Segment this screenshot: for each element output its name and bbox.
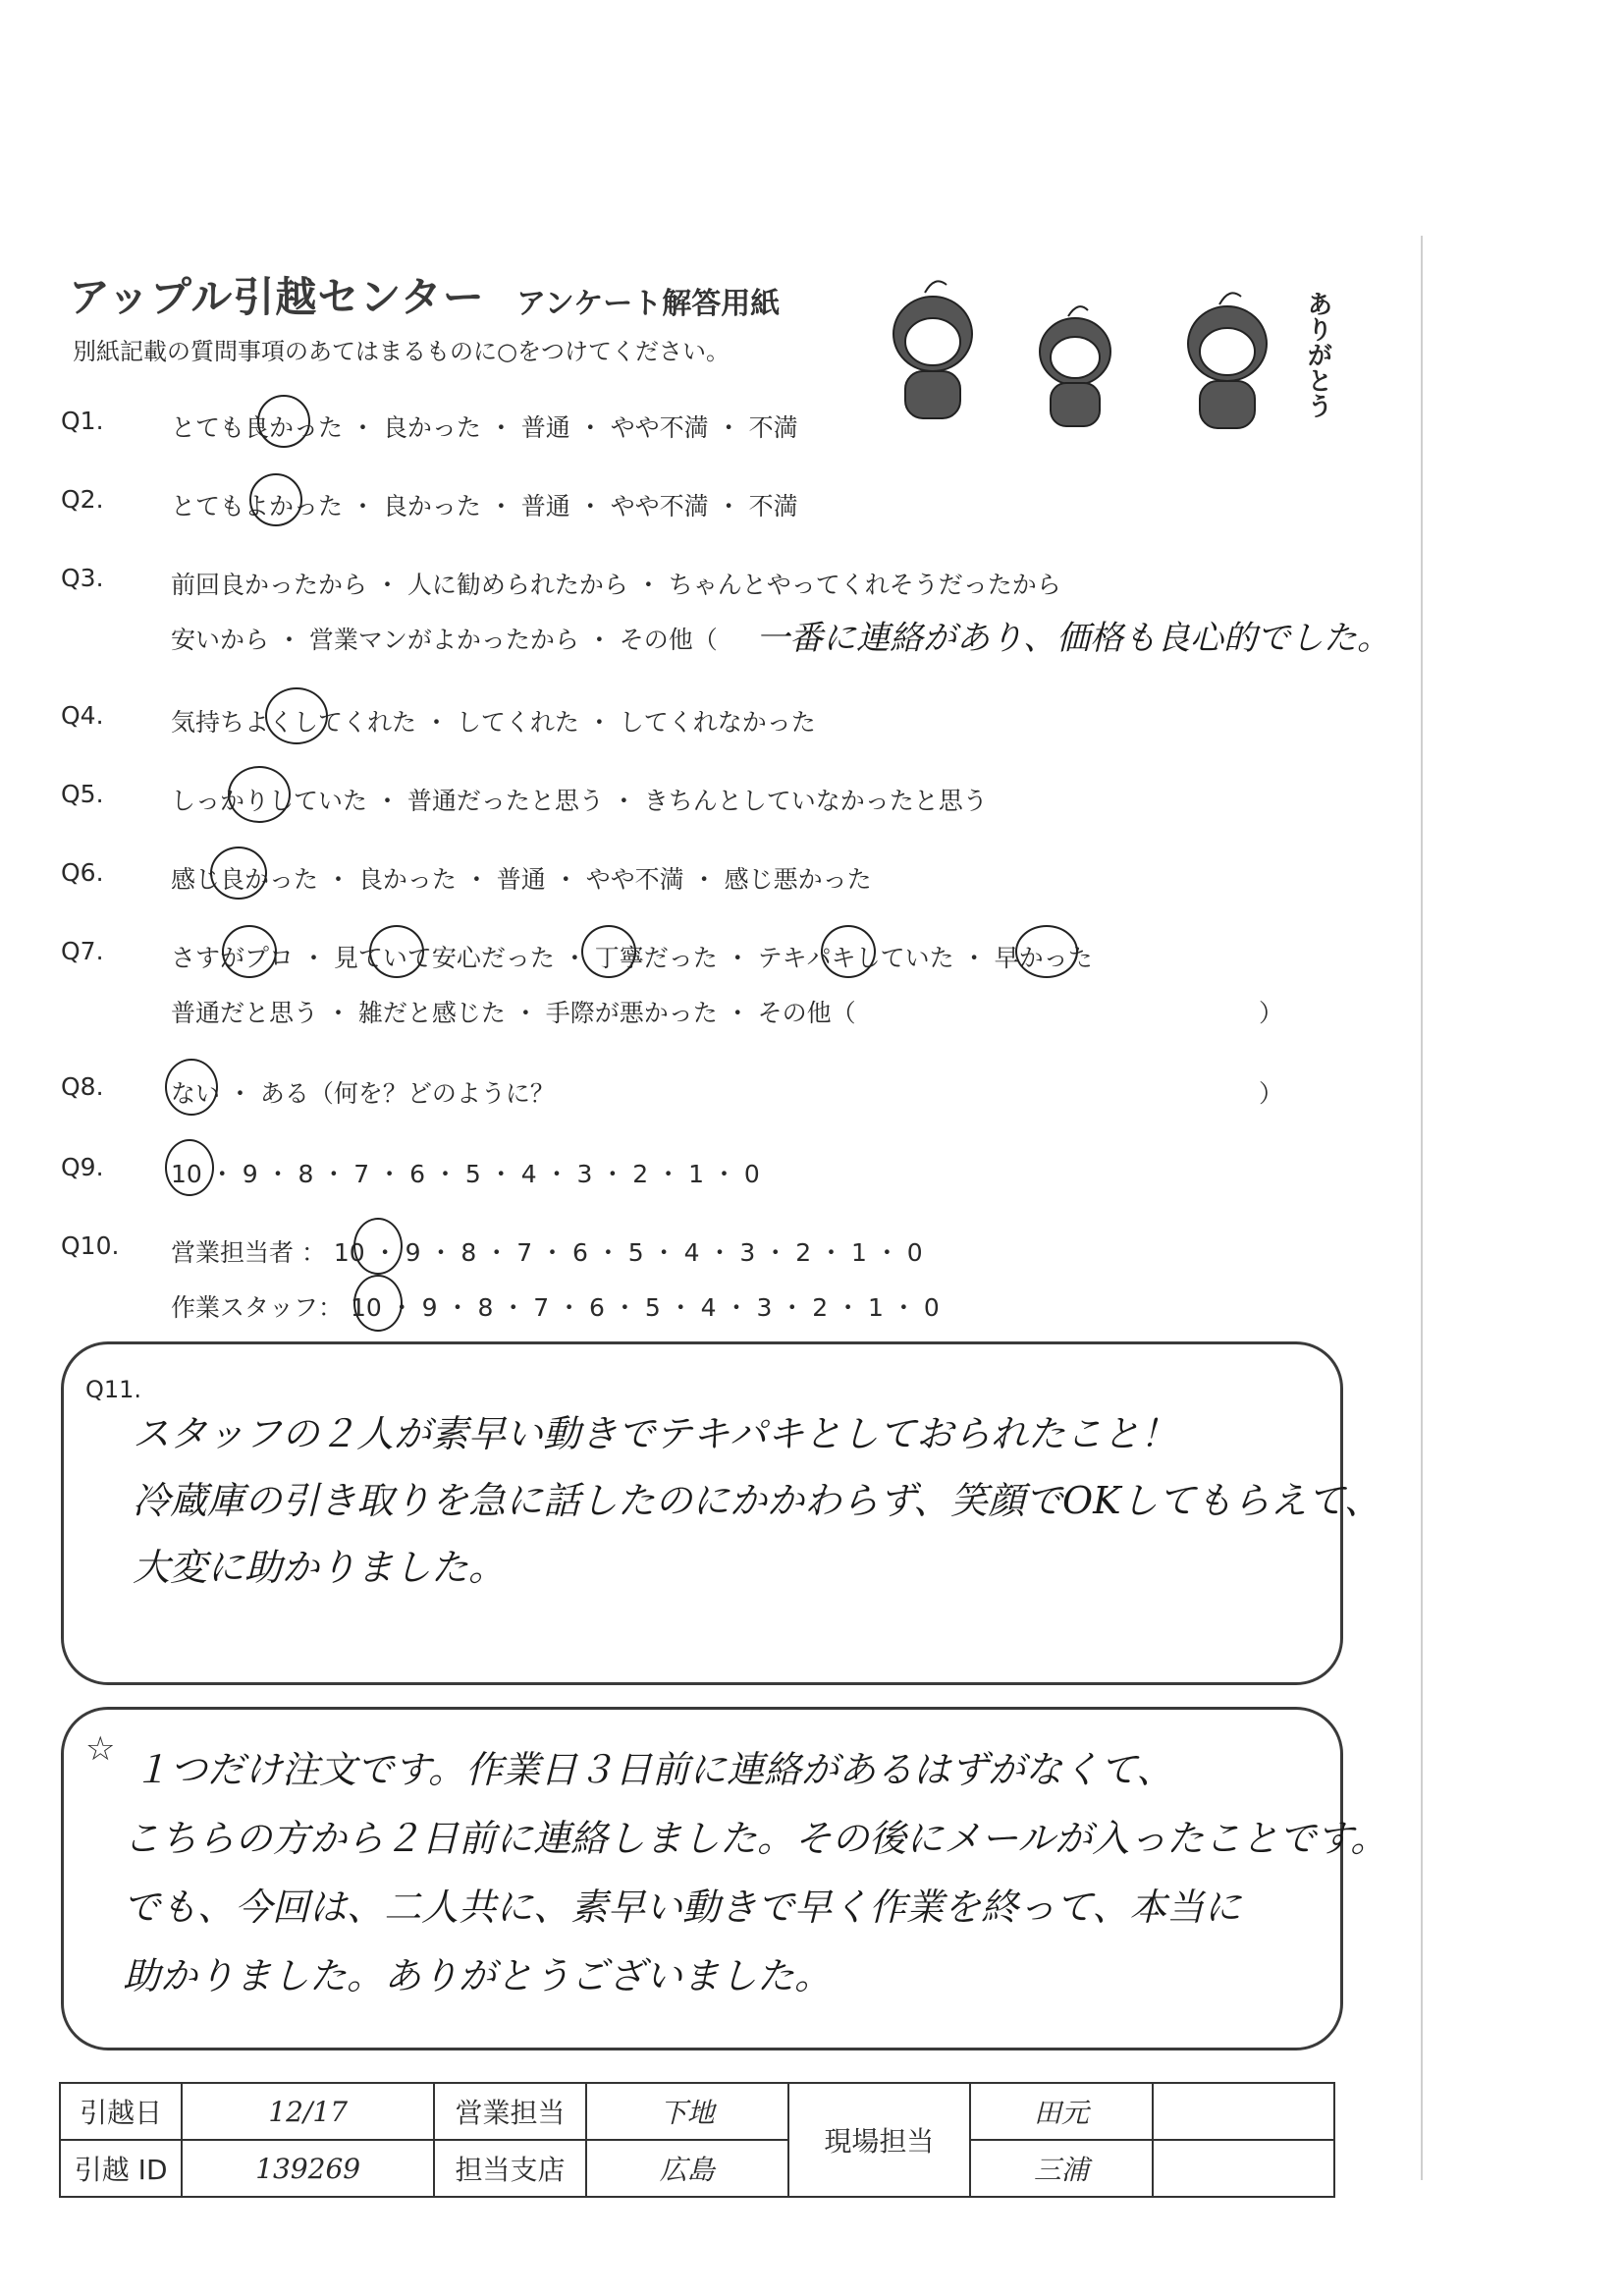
q10-number: Q10.: [61, 1231, 120, 1260]
site-rep-extra-1: [1153, 2083, 1334, 2140]
site-rep-extra-2: [1153, 2140, 1334, 2197]
q7-options-line1[interactable]: さすがプロ ・ 見ていて安心だった ・ 丁寧だった ・ テキパキしていた ・ 早かった: [171, 944, 1093, 972]
move-id-value: 139269: [182, 2140, 434, 2197]
branch-value: 広島: [586, 2140, 788, 2197]
q10-sales-answer-circle: [353, 1218, 403, 1275]
q4-answer-circle: [265, 687, 328, 744]
q7-answer-circle-3: [581, 925, 636, 978]
site-rep-1: 田元: [970, 2083, 1152, 2140]
q9-scale[interactable]: 10 ・ 9 ・ 8 ・ 7 ・ 6 ・ 5 ・ 4 ・ 3 ・ 2 ・ 1 ・ 0: [171, 1160, 760, 1188]
footer-info-table: [59, 2082, 1335, 2198]
q7-other-close-paren: ）: [1259, 999, 1284, 1027]
q5-number: Q5.: [61, 780, 104, 808]
q1-number: Q1.: [61, 407, 104, 435]
q6-options[interactable]: 感じ良かった ・ 良かった ・ 普通 ・ やや不満 ・ 感じ悪かった: [171, 865, 872, 894]
q11-comment-line-1: スタッフの２人が素早い動きでテキパキとしておられたこと！: [133, 1412, 1178, 1455]
q8-number: Q8.: [61, 1072, 104, 1101]
q3-number: Q3.: [61, 564, 104, 592]
q1-options[interactable]: とても良かった ・ 良かった ・ 普通 ・ やや不満 ・ 不満: [171, 413, 798, 442]
q4-number: Q4.: [61, 701, 104, 730]
brand-title: アップル引越センター: [69, 273, 485, 321]
branch-label: 担当支店: [434, 2140, 586, 2197]
q9-answer-circle: [165, 1139, 214, 1196]
move-date-value: 12/17: [182, 2083, 434, 2140]
q3-other-handwritten: 一番に連絡があり、価格も良心的でした。: [756, 619, 1390, 658]
q1-answer-circle: [257, 395, 310, 448]
sales-rep-label: 営業担当: [434, 2083, 586, 2140]
q10-sales-scale[interactable]: 営業担当者 ： 10 ・ 9 ・ 8 ・ 7 ・ 6 ・ 5 ・ 4 ・ 3 ・ 2 ・ 1 ・ 0: [171, 1238, 923, 1267]
q11-comment-line-2: 冷蔵庫の引き取りを急に話したのにかかわらず、笑顔でOKしてもらえて、: [133, 1479, 1381, 1522]
site-rep-2: 三浦: [970, 2140, 1152, 2197]
q5-options[interactable]: しっかりしていた ・ 普通だったと思う ・ きちんとしていなかったと思う: [171, 787, 988, 815]
q6-number: Q6.: [61, 858, 104, 887]
q7-answer-circle-4: [821, 925, 876, 978]
instruction-text: 別紙記載の質問事項のあてはまるものに○をつけてください。: [73, 338, 730, 365]
q6-answer-circle: [210, 847, 267, 900]
q2-answer-circle: [249, 473, 302, 526]
q7-answer-circle-5: [1015, 925, 1078, 978]
q9-number: Q9.: [61, 1153, 104, 1181]
q2-number: Q2.: [61, 485, 104, 514]
q11-comment-line-3: 大変に助かりました。: [133, 1546, 507, 1589]
note-comment-box: [61, 1707, 1388, 2050]
sales-rep-value: 下地: [586, 2083, 788, 2140]
star-icon: ☆: [85, 1729, 116, 1769]
q7-answer-circle-1: [222, 925, 277, 978]
q11-label: Q11.: [85, 1376, 142, 1403]
mascot-caption: ありがとう: [1303, 291, 1332, 418]
q7-answer-circle-2: [369, 925, 424, 978]
q3-options-line2[interactable]: 安いから ・ 営業マンがよかったから ・ その他（: [171, 626, 718, 654]
q10-staff-scale[interactable]: 作業スタッフ： 10 ・ 9 ・ 8 ・ 7 ・ 6 ・ 5 ・ 4 ・ 3 ・ 2 ・ 1 ・ 0: [171, 1293, 940, 1322]
q11-comment-box: [61, 1341, 1381, 1685]
note-line-3: でも、今回は、二人共に、素早い動きで早く作業を終って、本当に: [123, 1886, 1242, 1929]
q8-answer-circle: [165, 1059, 218, 1116]
q2-options[interactable]: とてもよかった ・ 良かった ・ 普通 ・ やや不満 ・ 不満: [171, 492, 798, 520]
move-date-label: 引越日: [60, 2083, 182, 2140]
q5-answer-circle: [228, 766, 291, 823]
q7-number: Q7.: [61, 937, 104, 965]
note-line-2: こちらの方から２日前に連絡しました。その後にメールが入ったことです。: [123, 1817, 1388, 1860]
q8-close-paren: ）: [1259, 1079, 1284, 1108]
form-subtitle: アンケート解答用紙: [516, 287, 781, 321]
q8-options[interactable]: ない ・ ある（何を？どのように？: [171, 1079, 555, 1108]
page-edge: [1421, 236, 1423, 2180]
q10-staff-answer-circle: [353, 1275, 403, 1332]
q3-options-line1[interactable]: 前回良かったから ・ 人に勧められたから ・ ちゃんとやってくれそうだったから: [171, 571, 1061, 599]
move-id-label: 引越 ID: [60, 2140, 182, 2197]
q4-options[interactable]: 気持ちよくしてくれた ・ してくれた ・ してくれなかった: [171, 708, 816, 737]
note-line-4: 助かりました。ありがとうございました。: [123, 1954, 833, 1997]
site-rep-label: 現場担当: [788, 2083, 970, 2197]
q7-options-line2[interactable]: 普通だと思う ・ 雑だと感じた ・ 手際が悪かった ・ その他（: [171, 999, 856, 1027]
mascot-illustration: [864, 275, 1325, 452]
note-line-1: １つだけ注文です。作業日３日前に連絡があるはずがなくて、: [133, 1748, 1174, 1791]
